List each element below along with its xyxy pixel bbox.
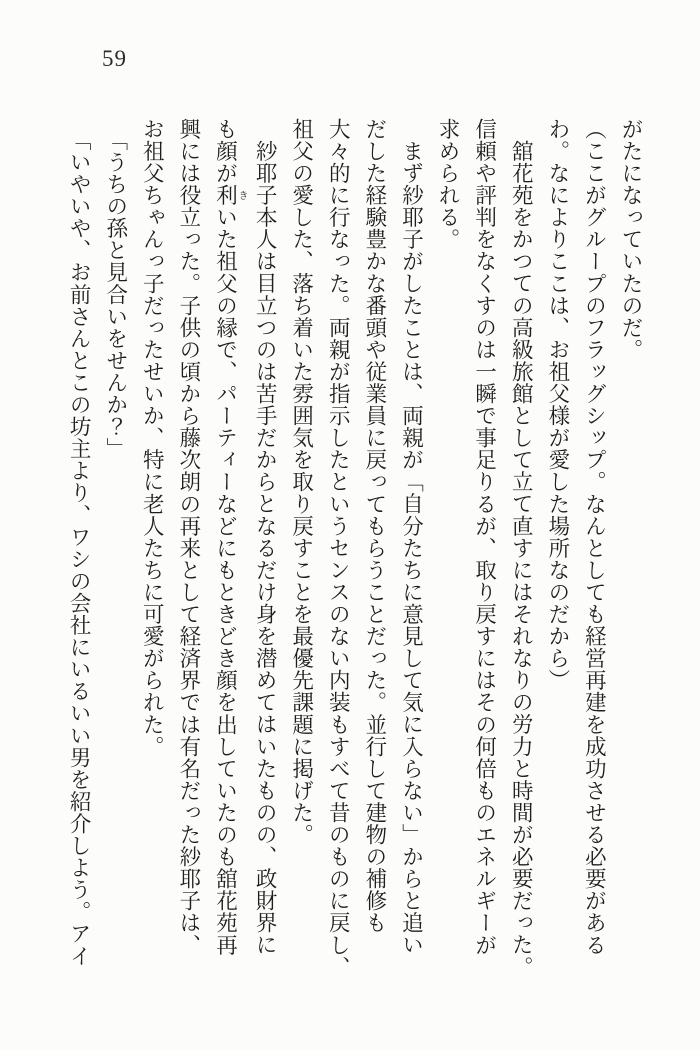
text-line: だした経験豊かな番頭や従業員に戻ってもらうことだった。並行して建物の補修も [362,118,387,934]
furigana: き [235,184,247,207]
text-line-dialogue: 「うちの孫と見合いをせんか？」 [103,129,128,460]
ruby-annotation [213,184,247,207]
vertical-text-block [61,118,650,1008]
text-line: 紗耶子本人は目立つのは苦手だからとなるだけ身を潜めてはいたものの、政財界に [253,140,278,956]
text-segment: いた祖父の縁で、パーティーなどにもときどき顔を出していたのも舘花苑再 [213,206,238,956]
text-line: 祖父の愛した、落ち着いた雰囲気を取り戻すことを最優先課題に掲げた。 [289,118,314,846]
text-segment: も顔が [213,118,238,185]
text-line: 興には役立った。子供の頃から藤次朗の再来として経済界では有名だった紗耶子は、 [176,118,201,956]
text-line: 大々的に行なった。両親が指示したというセンスのない内装もすべて昔のものに戻し、 [326,118,351,978]
text-line-dialogue: 「いやいや、お前さんとこの坊主より、ワシの会社にいるいい男を紹介しよう。アイ [67,129,92,967]
text-line-parenthetical: わ。なによりここは、お祖父様が愛した場所なのだから） [545,118,570,692]
text-line-with-ruby [207,118,247,1008]
ruby-base: 利 [213,184,238,207]
page-number: 59 [102,46,127,71]
text-line: 舘花苑をかつての高級旅館として立て直すにはそれなりの労力と時間が必要だった。 [509,140,534,978]
text-line: まず紗耶子がしたことは、両親が「自分たちに意見して気に入らない」からと追い [399,140,424,956]
text-line: がたになっていたのだ。 [619,118,643,361]
text-line: お祖父ちゃんっ子だったせいか、特に老人たちに可愛がられた。 [140,118,165,758]
text-line: 求められる。 [436,118,461,251]
text-line: 信頼や評判をなくすのは一瞬で事足りるが、取り戻すにはその何倍ものエネルギーが [472,118,497,956]
text-line-parenthetical: （ここがグループのフラッグシップ。なんとしても経営再建を成功させる必要がある [582,118,607,956]
